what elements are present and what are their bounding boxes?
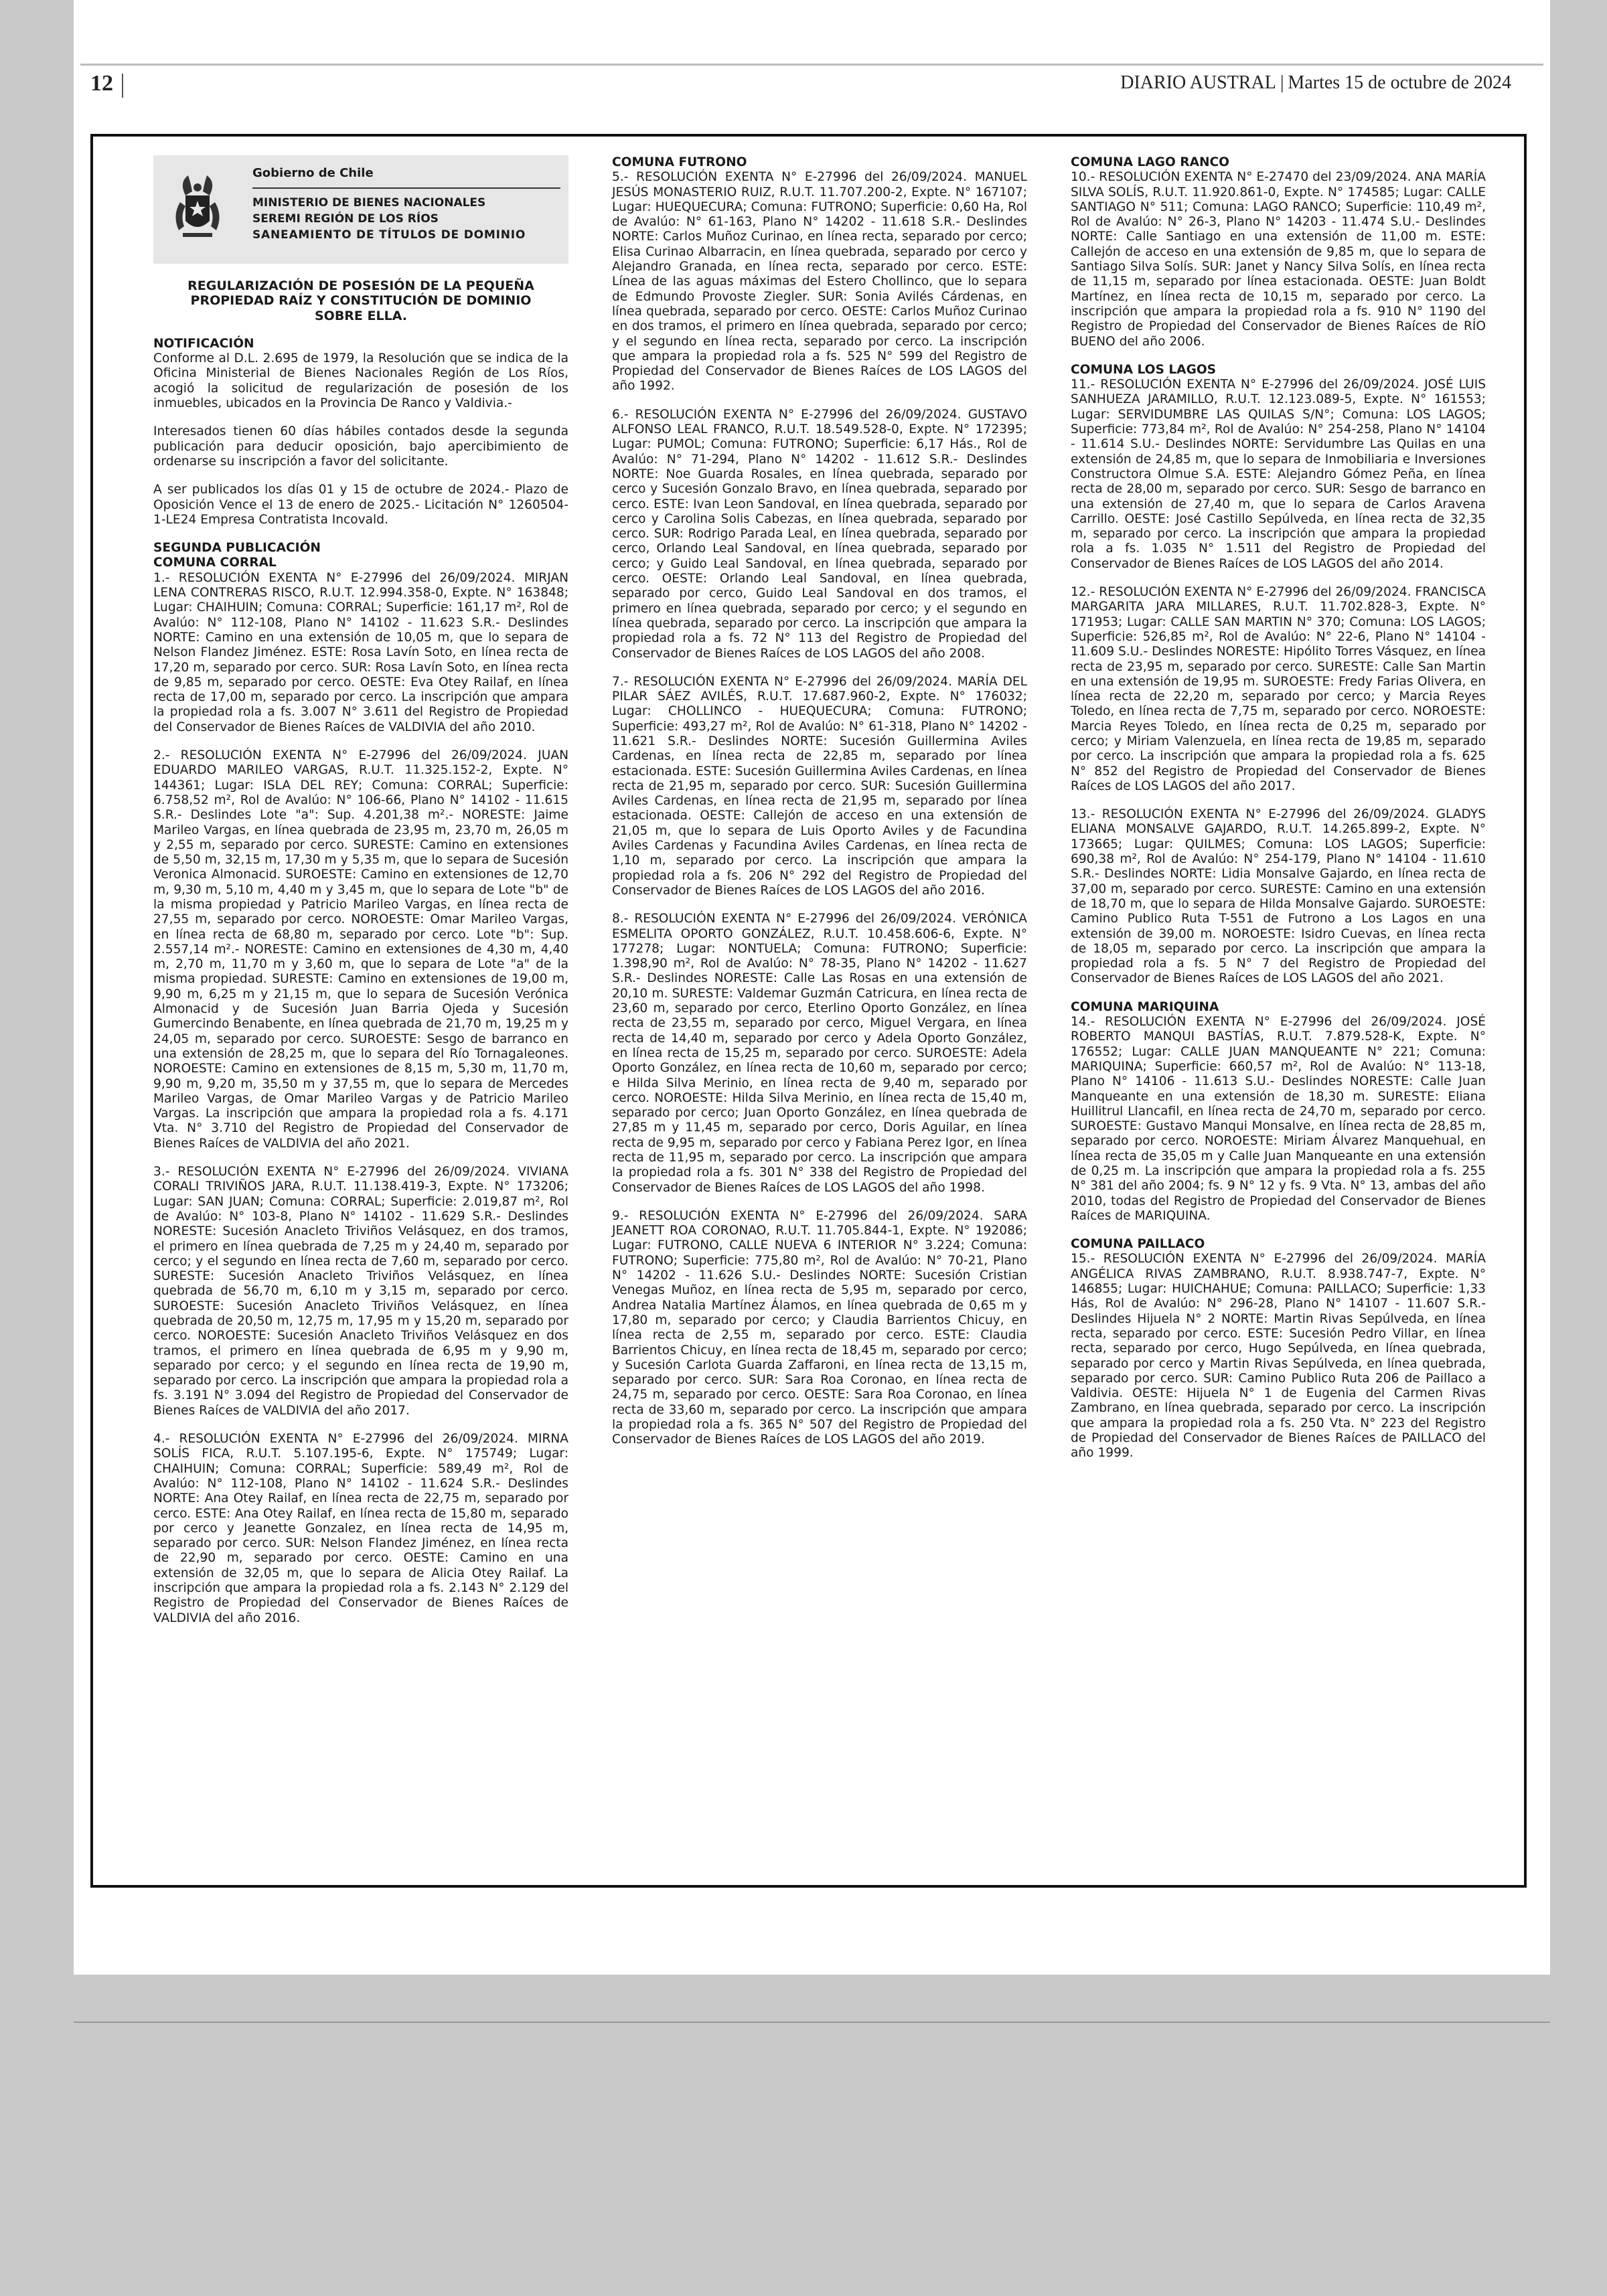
resolution-entry bbox=[612, 408, 1027, 661]
issue-date: Martes 15 de octubre de 2024 bbox=[1288, 72, 1511, 93]
resolution-entry bbox=[153, 748, 568, 1151]
notice-title: REGULARIZACIÓN DE POSESIÓN DE LA PEQUEÑA PROPIEDAD RAÍZ Y CONSTITUCIÓN DE DOMINIO SOBRE ELLA. bbox=[187, 278, 534, 323]
newspaper-name: DIARIO AUSTRAL bbox=[1120, 72, 1276, 93]
masthead-separator: | bbox=[1280, 72, 1284, 93]
notification-text: Conforme al D.L. 2.695 de 1979, la Resolución que se indica de la Oficina Ministerial de Bienes Nacionales Región de Los Ríos, acogió la solicitud de regularización de posesión de los inmuebles, ubicados en la Provincia De Ranco y Valdivia.- bbox=[153, 351, 568, 411]
resolution-entry bbox=[612, 675, 1027, 898]
government-name: Gobierno de Chile bbox=[252, 166, 374, 180]
column-2-entries bbox=[612, 155, 1027, 1448]
resolution-text: 15.- RESOLUCIÓN EXENTA N° E-27996 del 26/09/2024. MARÍA ANGÉLICA RIVAS ZAMBRANO, R.U.T. 8.938.747-7, Expte. N° 146855; Lugar: HUICHAHUE; Comuna: PAILLACO; Superficie: 1,33 Hás, Rol de Avalúo: N° 296-28, Plano N° 14107 - 11.607 S.R.- Deslindes Hijuela N° 2 NORTE: Martin Rivas Sepúlveda, en línea recta, separado por cerco. ESTE: Sucesión Pedro Villar, en línea recta, separado por cerco, Hugo Sepúlveda, en línea quebrada, separado por cerco y Martin Rivas Sepúlveda, en línea quebrada, separado por cerco. SUR: Camino Publico Ruta 206 de Paillaco a Valdivia. OESTE: Hijuela N° 1 de Eugenia del Carmen Rivas Zambrano, en línea quebrada, separado por cerco. La inscripción que ampara la propiedad rola a fs. 250 Vta. N° 223 del Registro de Propiedad del Conservador de Bienes Raíces de PAILLACO del año 1999. bbox=[1071, 1252, 1486, 1461]
resolution-entry bbox=[612, 912, 1027, 1196]
comuna-heading: COMUNA LAGO RANCO bbox=[1071, 155, 1229, 169]
resolution-text: 11.- RESOLUCIÓN EXENTA N° E-27996 del 26/09/2024. JOSÉ LUIS SANHUEZA JARAMILLO, R.U.T. 12.123.089-5, Expte. N° 161553; Lugar: SERVIDUMBRE LAS QUILAS S/N°; Comuna: LOS LAGOS; Superficie: 773,84 m², Rol de Avalúo: N° 254-258, Plano N° 14104 - 11.614 S.U.- Deslindes NORTE: Servidumbre Las Quilas en una extensión de 24,85 m, que lo separa de Inmobiliaria e Inversiones Constructora Olmue S.A. ESTE: Alejandro Gómez Peña, en línea recta de 28,00 m, separado por cerco. SUR: Sesgo de barranco en una extensión de 27,40 m, que lo separa de Carlos Aravena Carrillo. OESTE: José Castillo Sepúlveda, en línea recta de 32,35 m, separado por cerco. La inscripción que ampara la propiedad rola a fs. 1.035 N° 1.511 del Registro de Propiedad del Conservador de Bienes Raíces de LOS LAGOS del año 2014. bbox=[1071, 378, 1486, 571]
resolution-entry bbox=[1071, 585, 1486, 794]
resolution-entry bbox=[612, 1209, 1027, 1448]
column-1 bbox=[153, 155, 568, 1639]
chile-coat-of-arms-icon bbox=[165, 169, 230, 242]
banner-rule bbox=[252, 187, 560, 189]
resolution-entry bbox=[153, 1165, 568, 1418]
resolution-entry bbox=[1071, 363, 1486, 572]
comuna-heading: COMUNA MARIQUINA bbox=[1071, 999, 1219, 1014]
column-3-entries bbox=[1071, 155, 1486, 1461]
resolution-entry bbox=[612, 155, 1027, 394]
newspaper-page bbox=[74, 0, 1550, 1975]
resolution-text: 2.- RESOLUCIÓN EXENTA N° E-27996 del 26/09/2024. JUAN EDUARDO MARILEO VARGAS, R.U.T. 11.325.152-2, Expte. N° 144361; Lugar: ISLA DEL REY; Comuna: CORRAL; Superficie: 6.758,52 m², Rol de Avalúo: N° 106-66, Plano N° 14102 - 11.615 S.R.- Deslindes Lote "a": Sup. 4.201,38 m².- NORESTE: Jaime Marileo Vargas, en línea quebrada de 23,95 m, 23,70 m, 26,05 m y 2,55 m, separado por cerco. SURESTE: Camino en extensiones de 5,50 m, 32,15 m, 17,30 m y 5,35 m, que lo separa de Sucesión Veronica Almonacid. SUROESTE: Camino en extensiones de 12,70 m, 9,30 m, 5,10 m, 4,40 m y 3,45 m, que lo separa de Lote "b" de la misma propiedad y Patricio Marileo Vargas, en línea recta de 27,55 m, separado por cerco. NOROESTE: Omar Marileo Vargas, en línea recta de 68,80 m, separado por cerco. Lote "b": Sup. 2.557,14 m².- NORESTE: Camino en extensiones de 4,30 m, 4,40 m, 2,70 m, 11,70 m y 3,60 m, que lo separa de Lote "a" de la misma propiedad. SURESTE: Camino en extensiones de 19,00 m, 9,90 m, 6,25 m y 21,15 m, que lo separa de Sucesión Verónica Almonacid y de Sucesión Juan Barria Ojeda y Sucesión Gumercindo Benabente, en línea quebrada de 21,70 m, 19,25 m y 24,05 m, separado por cerco. SUROESTE: Sesgo de barranco en una extensión de 28,25 m, que lo separa del Río Tornagaleones. NOROESTE: Camino en extensiones de 8,15 m, 5,30 m, 11,70 m, 9,90 m, 9,20 m, 35,50 m y 37,55 m, que lo separa de Mercedes Marileo Vargas, de Omar Marileo Vargas y de Patricio Marileo Vargas. La inscripción que ampara la propiedad rola a fs. 4.171 Vta. N° 3.710 del Registro de Propiedad del Conservador de Bienes Raíces de VALDIVIA del año 2021. bbox=[153, 748, 568, 1151]
masthead bbox=[1120, 72, 1511, 94]
resolution-entry bbox=[1071, 155, 1486, 349]
resolution-entry bbox=[1071, 807, 1486, 987]
second-publication-heading: SEGUNDA PUBLICACIÓN bbox=[153, 541, 321, 556]
department-name: SANEAMIENTO DE TÍTULOS DE DOMINIO bbox=[252, 228, 526, 242]
resolution-text: 1.- RESOLUCIÓN EXENTA N° E-27996 del 26/09/2024. MIRJAN LENA CONTRERAS RISCO, R.U.T. 12.994.358-0, Expte. N° 163848; Lugar: CHAIHUIN; Comuna: CORRAL; Superficie: 161,17 m², Rol de Avalúo: N° 112-108, Plano N° 14102 - 11.623 S.R.- Deslindes NORTE: Camino en una extensión de 10,05 m, que lo separa de Nelson Flandez Jiménez. ESTE: Rosa Lavín Soto, en línea recta de 17,20 m, separado por cerco. SUR: Rosa Lavín Soto, en línea recta de 9,85 m, separado por cerco. OESTE: Eva Otey Railaf, en línea recta de 17,00 m, separado por cerco. La inscripción que ampara la propiedad rola a fs. 3.007 N° 3.611 del Registro de Propiedad del Conservador de Bienes Raíces de VALDIVIA del año 2010. bbox=[153, 570, 568, 734]
resolution-entry bbox=[1071, 1000, 1486, 1224]
government-banner bbox=[153, 155, 568, 264]
resolution-entry bbox=[153, 556, 568, 735]
page-number: 12 bbox=[90, 71, 113, 96]
resolution-entry bbox=[153, 1432, 568, 1626]
notification-heading: NOTIFICACIÓN bbox=[153, 336, 254, 351]
column-3 bbox=[1071, 155, 1486, 1475]
resolution-text: 9.- RESOLUCIÓN EXENTA N° E-27996 del 26/09/2024. SARA JEANETT ROA CORONAO, R.U.T. 11.705.844-1, Expte. N° 192086; Lugar: FUTRONO, CALLE NUEVA 6 INTERIOR N° 3.224; Comuna: FUTRONO; Superficie: 775,80 m², Rol de Avalúo: N° 70-21, Plano N° 14202 - 11.626 S.U.- Deslindes NORTE: Sucesión Cristian Venegas Muñoz, en línea recta de 5,95 m, separado por cerco, Andrea Natalia Martínez Álamos, en línea quebrada de 0,65 m y 17,80 m, separado por cerco; y Claudia Barrientos Chicuy, en línea recta de 2,55 m, separado por cerco. ESTE: Claudia Barrientos Chicuy, en línea recta de 18,45 m, separado por cerco; y Sucesión Carlota Guarda Zaffaroni, en línea recta de 13,15 m, separado por cerco. SUR: Sara Roa Coronao, en línea recta de 24,75 m, separado por cerco. OESTE: Sara Roa Coronao, en línea recta de 33,60 m, separado por cerco. La inscripción que ampara la propiedad rola a fs. 365 N° 507 del Registro de Propiedad del Conservador de Bienes Raíces de LOS LAGOS del año 2019. bbox=[612, 1208, 1027, 1447]
column-2 bbox=[612, 155, 1027, 1461]
resolution-text: 7.- RESOLUCIÓN EXENTA N° E-27996 del 26/09/2024. MARÍA DEL PILAR SÁEZ AVILÉS, R.U.T. 17.687.960-2, Expte. N° 176032; Lugar: CHOLLINCO - HUEQUECURA; Comuna: FUTRONO; Superficie: 493,27 m², Rol de Avalúo: N° 61-318, Plano N° 14202 - 11.621 S.R.- Deslindes NORTE: Sucesión Guillermina Aviles Cardenas, en línea recta de 22,85 m, separado por línea estacionada. ESTE: Sucesión Guillermina Aviles Cardenas, en línea recta de 21,95 m, separado por cerco. SUR: Sucesión Guillermina Aviles Cardenas, en línea recta de 21,95 m, separado por línea estacionada. OESTE: Callejón de acceso en una extensión de 21,05 m, que lo separa de Luis Oporto Aviles y de Facundina Aviles Cardenas y Facundina Aviles Cardenas, en línea recta de 1,10 m, separado por cerco. La inscripción que ampara la propiedad rola a fs. 206 N° 292 del Registro de Propiedad del Conservador de Bienes Raíces de LOS LAGOS del año 2016. bbox=[612, 674, 1027, 898]
comuna-heading: COMUNA CORRAL bbox=[153, 556, 277, 570]
resolution-text: 8.- RESOLUCIÓN EXENTA N° E-27996 del 26/09/2024. VERÓNICA ESMELITA OPORTO GONZÁLEZ, R.U.T. 10.458.606-6, Expte. N° 177278; Lugar: NONTUELA; Comuna: FUTRONO; Superficie: 1.398,90 m², Rol de Avalúo: N° 78-35, Plano N° 14202 - 11.627 S.R.- Deslindes NORESTE: Calle Las Rosas en una extensión de 20,10 m. SURESTE: Valdemar Guzmán Catricura, en línea recta de 23,60 m, separado por cerco, Eterlino Oporto González, en línea recta de 23,55 m, separado por cerco, Miguel Vergara, en línea recta de 14,40 m, separado por cerco y Adela Oporto González, en línea recta de 15,25 m, separado por cerco. SUROESTE: Adela Oporto González, en línea recta de 10,60 m, separado por cerco; e Hilda Silva Merinio, en línea recta de 9,40 m, separado por cerco. NOROESTE: Hilda Silva Merinio, en línea recta de 15,40 m, separado por cerco; Juan Oporto González, en línea quebrada de 27,85 m y 11,45 m, separado por cerco, Doris Aguilar, en línea recta de 9,95 m, separado por cerco y Fabiana Perez Igor, en línea recta de 11,95 m, separado por cerco. La inscripción que ampara la propiedad rola a fs. 301 N° 338 del Registro de Propiedad del Conservador de Bienes Raíces de LOS LAGOS del año 1998. bbox=[612, 912, 1027, 1195]
seremi-name: SEREMI REGIÓN DE LOS RÍOS bbox=[252, 212, 439, 226]
publication-dates: A ser publicados los días 01 y 15 de octubre de 2024.- Plazo de Oposición Vence el 13 de enero de 2025.- Licitación N° 1260504-1-LE24 Empresa Contratista Incovald. bbox=[153, 483, 568, 527]
resolution-entry bbox=[1071, 1237, 1486, 1461]
resolution-text: 14.- RESOLUCIÓN EXENTA N° E-27996 del 26/09/2024. JOSÉ ROBERTO MANQUI BASTÍAS, R.U.T. 7.879.528-K, Expte. N° 176552; Lugar: CALLE JUAN MANQUEANTE N° 221; Comuna: MARIQUINA; Superficie: 660,57 m², Rol de Avalúo: N° 113-18, Plano N° 14106 - 11.613 S.U.- Deslindes NORESTE: Calle Juan Manqueante en una extensión de 18,30 m. SURESTE: Eliana Huillitrul Llancafil, en línea recta de 24,70 m, separado por cerco. SUROESTE: Gustavo Manqui Monsalve, en línea recta de 28,85 m, separado por cerco. NOROESTE: Miriam Álvarez Manquehual, en línea recta de 35,05 m y Calle Juan Manqueante en una extensión de 0,25 m. La inscripción que ampara la propiedad rola a fs. 255 N° 381 del año 2004; fs. 9 N° 12 y fs. 9 Vta. N° 13, ambas del año 2010, todas del Registro de Propiedad del Conservador de Bienes Raíces de MARIQUINA. bbox=[1071, 1015, 1486, 1223]
comuna-heading: COMUNA PAILLACO bbox=[1071, 1237, 1205, 1252]
column-1-entries bbox=[153, 556, 568, 1625]
resolution-text: 13.- RESOLUCIÓN EXENTA N° E-27996 del 26/09/2024. GLADYS ELIANA MONSALVE GAJARDO, R.U.T. 14.265.899-2, Expte. N° 173665; Lugar: QUILMES; Comuna: LOS LAGOS; Superficie: 690,38 m², Rol de Avalúo: N° 254-179, Plano N° 14104 - 11.610 S.R.- Deslindes NORTE: Lidia Monsalve Gajardo, en línea recta de 37,00 m, separado por cerco. SURESTE: Camino en una extensión de 18,70 m, que lo separa de Hilda Monsalve Gajardo. SUROESTE: Camino Publico Ruta T-551 de Futrono a Los Lagos en una extensión de 39,00 m. NOROESTE: Isidro Cuevas, en línea recta de 18,05 m, separado por cerco. La inscripción que ampara la propiedad rola a fs. 5 N° 7 del Registro de Propiedad del Conservador de Bienes Raíces de LOS LAGOS del año 2021. bbox=[1071, 807, 1486, 986]
resolution-text: 12.- RESOLUCIÓN EXENTA N° E-27996 del 26/09/2024. FRANCISCA MARGARITA JARA MILLARES, R.U.T. 11.702.828-3, Expte. N° 171953; Lugar: CALLE SAN MARTIN N° 370; Comuna: LOS LAGOS; Superficie: 526,85 m², Rol de Avalúo: N° 22-6, Plano N° 14104 - 11.609 S.U.- Deslindes NORESTE: Hipólito Torres Vásquez, en línea recta de 23,95 m, separado por cerco. SURESTE: Calle San Martin en una extensión de 19,95 m. SUROESTE: Fredy Farias Olivera, en línea recta de 22,20 m, separado por cerco; y Marcia Reyes Toledo, en línea recta de 7,75 m, separado por cerco. NOROESTE: Marcia Reyes Toledo, en línea recta de 0,25 m, separado por cerco; y Miriam Valenzuela, en línea recta de 19,85 m, separado por cerco. La inscripción que ampara la propiedad rola a fs. 625 N° 852 del Registro de Propiedad del Conservador de Bienes Raíces de LOS LAGOS del año 2017. bbox=[1071, 585, 1486, 793]
comuna-heading: COMUNA LOS LAGOS bbox=[1071, 362, 1217, 377]
resolution-text: 4.- RESOLUCIÓN EXENTA N° E-27996 del 26/09/2024. MIRNA SOLÍS FICA, R.U.T. 5.107.195-6, Expte. N° 175749; Lugar: CHAIHUIN; Comuna: CORRAL; Superficie: 589,49 m², Rol de Avalúo: N° 112-108, Plano N° 14102 - 11.624 S.R.- Deslindes NORTE: Ana Otey Railaf, en línea recta de 22,75 m, separado por cerco. ESTE: Ana Otey Railaf, en línea recta de 15,80 m, separado por cerco y Jeanette Gonzalez, en línea recta de 14,95 m, separado por cerco. SUR: Nelson Flandez Jiménez, en línea recta de 22,90 m, separado por cerco. OESTE: Camino en una extensión de 32,05 m, que lo separa de Alicia Otey Railaf. La inscripción que ampara la propiedad rola a fs. 2.143 N° 2.129 del Registro de Propiedad del Conservador de Bienes Raíces de VALDIVIA del año 2016. bbox=[153, 1432, 568, 1625]
header-divider bbox=[122, 74, 123, 98]
ministry-name: MINISTERIO DE BIENES NACIONALES bbox=[252, 196, 486, 210]
resolution-text: 3.- RESOLUCIÓN EXENTA N° E-27996 del 26/09/2024. VIVIANA CORALI TRIVIÑOS JARA, R.U.T. 11.138.419-3, Expte. N° 173206; Lugar: SAN JUAN; Comuna: CORRAL; Superficie: 2.019,87 m², Rol de Avalúo: N° 103-8, Plano N° 14102 - 11.629 S.R.- Deslindes NORESTE: Sucesión Anacleto Triviños Velásquez, en dos tramos, el primero en línea quebrada de 7,25 m y 24,40 m, separado por cerco; y el segundo en línea recta de 7,60 m, separado por cerco. SURESTE: Sucesión Anacleto Triviños Velásquez, en línea quebrada de 56,70 m, 6,10 m y 3,15 m, separado por cerco. SUROESTE: Sucesión Anacleto Triviños Velásquez, en línea quebrada de 20,50 m, 12,75 m, 17,95 m y 15,20 m, separado por cerco. NOROESTE: Sucesión Anacleto Triviños Velásquez en dos tramos, el primero en línea quebrada de 6,95 m y 9,90 m, separado por cerco; y el segundo en línea recta de 19,90 m, separado por cerco. La inscripción que ampara la propiedad rola a fs. 3.191 N° 3.094 del Registro de Propiedad del Conservador de Bienes Raíces de VALDIVIA del año 2017. bbox=[153, 1165, 568, 1418]
resolution-text: 10.- RESOLUCIÓN EXENTA N° E-27470 del 23/09/2024. ANA MARÍA SILVA SOLÍS, R.U.T. 11.920.861-0, Expte. N° 174585; Lugar: CALLE SANTIAGO N° 511; Comuna: LAGO RANCO; Superficie: 110,49 m², Rol de Avalúo: N° 26-3, Plano N° 14203 - 11.474 S.U.- Deslindes NORTE: Calle Santiago en una extensión de 11,00 m. ESTE: Callejón de acceso en una extensión de 9,85 m, que lo separa de Santiago Silva Solís. SUR: Janet y Nancy Silva Solís, en línea recta de 11,15 m, separado por línea estacionada. OESTE: Juan Boldt Martínez, en línea recta de 10,15 m, separado por cerco. La inscripción que ampara la propiedad rola a fs. 910 N° 1190 del Registro de Propiedad del Conservador de Bienes Raíces de RÍO BUENO del año 2006. bbox=[1071, 170, 1486, 349]
resolution-text: 6.- RESOLUCIÓN EXENTA N° E-27996 del 26/09/2024. GUSTAVO ALFONSO LEAL FRANCO, R.U.T. 18.549.528-0, Expte. N° 172395; Lugar: PUMOL; Comuna: FUTRONO; Superficie: 6,17 Hás., Rol de Avalúo: N° 71-294, Plano N° 14202 - 11.612 S.R.- Deslindes NORTE: Noe Guarda Rosales, en línea quebrada, separado por cerco y Sucesión Gonzalo Bravo, en línea quebrada, separado por cerco. ESTE: Ivan Leon Sandoval, en línea quebrada, separado por cerco y Carolina Solis Cabezas, en línea quebrada, separado por cerco. SUR: Rodrigo Parada Leal, en línea quebrada, separado por cerco, Orlando Leal Sandoval, en línea quebrada, separado por cerco; y Guido Leal Sandoval, en línea quebrada, separado por cerco. OESTE: Orlando Leal Sandoval, en línea quebrada, separado por cerco, Guido Leal Sandoval en dos tramos, el primero en línea quebrada, separado por cerco; y el segundo en línea quebrada, separado por cerco. La inscripción que ampara la propiedad rola a fs. 72 N° 113 del Registro de Propiedad del Conservador de Bienes Raíces de LOS LAGOS del año 2008. bbox=[612, 407, 1027, 661]
comuna-heading: COMUNA FUTRONO bbox=[612, 155, 747, 169]
opposition-text: Interesados tienen 60 días hábiles contados desde la segunda publicación para deducir oposición, bajo apercibimiento de ordenarse su inscripción a favor del solicitante. bbox=[153, 424, 568, 469]
legal-notice-frame bbox=[90, 134, 1527, 1888]
resolution-text: 5.- RESOLUCIÓN EXENTA N° E-27996 del 26/09/2024. MANUEL JESÚS MONASTERIO RUIZ, R.U.T. 11.707.200-2, Expte. N° 167107; Lugar: HUEQUECURA; Comuna: FUTRONO; Superficie: 0,60 Ha, Rol de Avalúo: N° 61-163, Plano N° 14202 - 11.618 S.R.- Deslindes NORTE: Carlos Muñoz Curinao, en línea recta, separado por cerco; Elisa Curinao Albarracin, en línea quebrada, separado por cerco y Alejandro Granada, en línea recta, separado por cerco. ESTE: Línea de las aguas máximas del Estero Chollinco, que lo separa de Edmundo Provoste Ziegler. SUR: Sonia Avilés Cárdenas, en línea quebrada, separado por cerco. OESTE: Carlos Muñoz Curinao en dos tramos, el primero en línea quebrada, separado por cerco; y el segundo en línea recta, separado por cerco. La inscripción que ampara la propiedad rola a fs. 525 N° 599 del Registro de Propiedad del Conservador de Bienes Raíces de LOS LAGOS del año 1992. bbox=[612, 170, 1027, 394]
bottom-rule bbox=[74, 2022, 1550, 2023]
page-header bbox=[80, 64, 1543, 106]
